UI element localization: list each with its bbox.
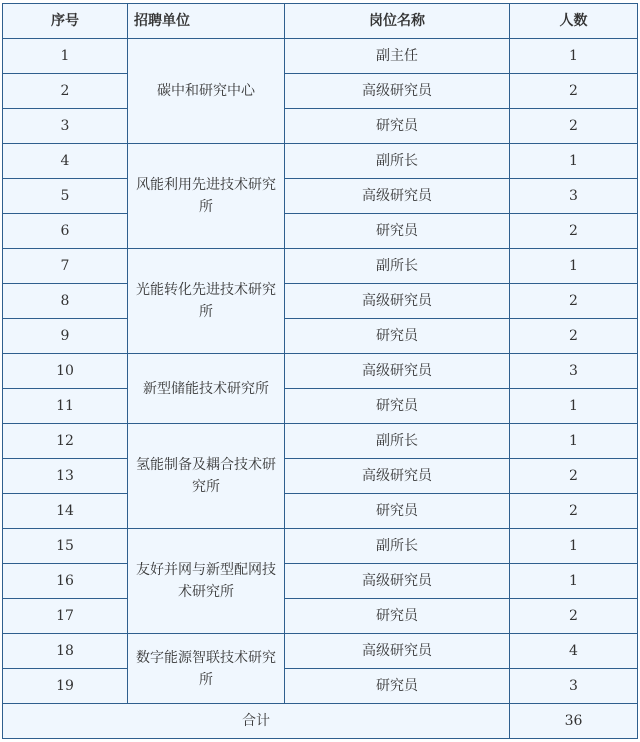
row-seq: 13 — [3, 459, 128, 494]
row-position: 研究员 — [285, 494, 510, 529]
table-body — [3, 39, 638, 704]
header-seq: 序号 — [3, 4, 128, 39]
table-row — [3, 459, 638, 494]
row-count: 2 — [510, 284, 638, 319]
row-count: 2 — [510, 494, 638, 529]
table-row — [3, 389, 638, 424]
row-seq: 12 — [3, 424, 128, 459]
header-row — [3, 4, 638, 39]
row-position: 高级研究员 — [285, 459, 510, 494]
total-row — [3, 704, 638, 739]
row-count: 2 — [510, 599, 638, 634]
header-count: 人数 — [510, 4, 638, 39]
row-seq: 18 — [3, 634, 128, 669]
row-seq: 10 — [3, 354, 128, 389]
row-unit — [128, 249, 285, 354]
row-count: 2 — [510, 319, 638, 354]
row-position: 高级研究员 — [285, 74, 510, 109]
total-label: 合计 — [3, 704, 510, 739]
row-position: 副所长 — [285, 424, 510, 459]
row-position: 副所长 — [285, 529, 510, 564]
row-count: 2 — [510, 74, 638, 109]
row-position: 高级研究员 — [285, 284, 510, 319]
row-seq: 3 — [3, 109, 128, 144]
row-unit — [128, 529, 285, 634]
row-count: 1 — [510, 529, 638, 564]
recruitment-table — [2, 3, 638, 739]
row-count: 3 — [510, 179, 638, 214]
row-count: 1 — [510, 424, 638, 459]
row-position: 高级研究员 — [285, 564, 510, 599]
table-row — [3, 214, 638, 249]
table-row — [3, 179, 638, 214]
row-seq: 14 — [3, 494, 128, 529]
row-count: 1 — [510, 249, 638, 284]
row-count: 1 — [510, 564, 638, 599]
row-seq: 5 — [3, 179, 128, 214]
unit-name: 数字能源智联技术研究所 — [136, 649, 276, 688]
table-row — [3, 669, 638, 704]
table-row — [3, 39, 638, 74]
unit-name: 光能转化先进技术研究所 — [136, 282, 276, 320]
row-seq: 2 — [3, 74, 128, 109]
unit-name: 友好并网与新型配网技术研究所 — [136, 562, 276, 600]
table-row — [3, 424, 638, 459]
row-count: 4 — [510, 634, 638, 669]
row-unit — [128, 39, 285, 144]
row-count: 3 — [510, 669, 638, 704]
row-count: 1 — [510, 144, 638, 179]
table-row — [3, 564, 638, 599]
row-seq: 17 — [3, 599, 128, 634]
unit-name: 氢能制备及耦合技术研究所 — [136, 457, 276, 495]
table-row — [3, 109, 638, 144]
row-seq: 1 — [3, 39, 128, 74]
row-position: 副所长 — [285, 249, 510, 284]
row-position: 副所长 — [285, 144, 510, 179]
table-row — [3, 634, 638, 669]
row-position: 研究员 — [285, 109, 510, 144]
table-row — [3, 74, 638, 109]
row-unit — [128, 144, 285, 249]
row-position: 高级研究员 — [285, 179, 510, 214]
header-position: 岗位名称 — [285, 4, 510, 39]
total-value: 36 — [510, 704, 638, 739]
row-position: 高级研究员 — [285, 634, 510, 669]
row-seq: 16 — [3, 564, 128, 599]
row-seq: 4 — [3, 144, 128, 179]
row-seq: 19 — [3, 669, 128, 704]
row-position: 研究员 — [285, 669, 510, 704]
table-row — [3, 494, 638, 529]
row-count: 1 — [510, 39, 638, 74]
row-seq: 8 — [3, 284, 128, 319]
table-row — [3, 284, 638, 319]
row-unit — [128, 354, 285, 424]
header-unit: 招聘单位 — [128, 4, 285, 39]
row-unit — [128, 424, 285, 529]
row-count: 2 — [510, 214, 638, 249]
unit-name: 风能利用先进技术研究所 — [136, 177, 276, 215]
row-count: 2 — [510, 109, 638, 144]
row-position: 研究员 — [285, 214, 510, 249]
row-position: 副主任 — [285, 39, 510, 74]
table-row — [3, 144, 638, 179]
row-seq: 9 — [3, 319, 128, 354]
table-row — [3, 529, 638, 564]
row-position: 高级研究员 — [285, 354, 510, 389]
row-count: 3 — [510, 354, 638, 389]
unit-name: 新型储能技术研究所 — [143, 380, 269, 397]
row-count: 2 — [510, 459, 638, 494]
row-position: 研究员 — [285, 599, 510, 634]
row-unit — [128, 634, 285, 704]
unit-name: 碳中和研究中心 — [157, 83, 255, 99]
table-row — [3, 319, 638, 354]
row-count: 1 — [510, 389, 638, 424]
row-position: 研究员 — [285, 319, 510, 354]
row-seq: 11 — [3, 389, 128, 424]
table-row — [3, 249, 638, 284]
table-row — [3, 599, 638, 634]
row-seq: 7 — [3, 249, 128, 284]
row-seq: 15 — [3, 529, 128, 564]
row-position: 研究员 — [285, 389, 510, 424]
table-row — [3, 354, 638, 389]
row-seq: 6 — [3, 214, 128, 249]
